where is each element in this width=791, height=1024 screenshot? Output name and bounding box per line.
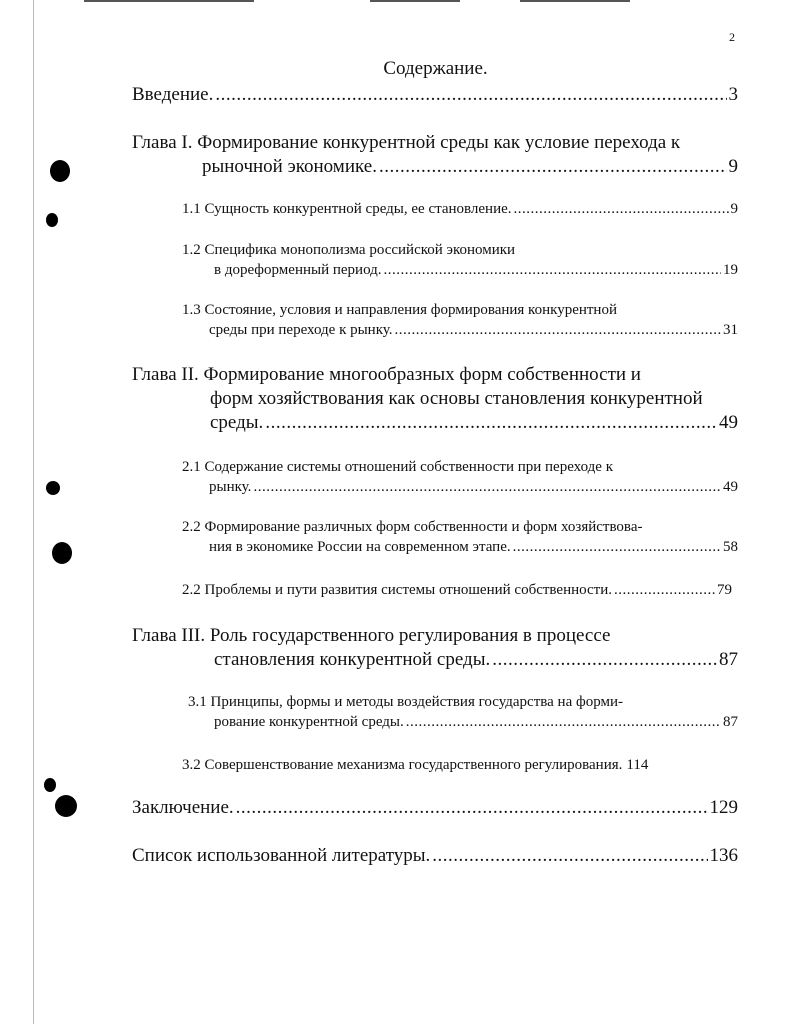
page-number: 2	[729, 30, 735, 44]
leader-dots	[432, 844, 707, 868]
toc-entry-section-3-2[interactable]	[182, 755, 734, 775]
toc-entry-section-2-2[interactable]	[182, 517, 738, 557]
toc-page-number: 49	[723, 479, 738, 495]
scan-edge-line	[520, 0, 630, 2]
toc-page-number: 3	[728, 84, 738, 105]
toc-entry-label: форм хозяйствования как основы становления конкурентной	[210, 388, 703, 409]
toc-entry-label: Глава II. Формирование многообразных форм собственности и	[132, 364, 641, 385]
leader-dots	[253, 477, 721, 497]
toc-entry-intro[interactable]	[132, 83, 738, 107]
leader-dots	[379, 155, 727, 179]
toc-entry-label: 2.2 Проблемы и пути развития системы отношений собственности.	[182, 582, 612, 598]
toc-page-number: 114	[626, 757, 649, 773]
toc-entry-chapter-3[interactable]	[132, 624, 738, 672]
toc-page-number: 136	[709, 845, 738, 866]
binder-hole-mark	[55, 795, 77, 817]
leader-dots	[492, 648, 717, 672]
toc-page-number: 19	[723, 262, 738, 278]
toc-entry-bibliography[interactable]	[132, 844, 738, 868]
toc-page-number: 129	[709, 797, 738, 818]
toc-entry-chapter-1[interactable]	[132, 131, 738, 179]
toc-page-number: 31	[723, 322, 738, 338]
leader-dots	[406, 712, 721, 732]
leader-dots	[215, 83, 726, 107]
toc-entry-label: Заключение.	[132, 797, 234, 818]
ink-blot-mark	[44, 778, 56, 792]
toc-entry-label: 2.2 Формирование различных форм собственности и форм хозяйствова-	[182, 519, 643, 535]
toc-entry-label: рыночной экономике.	[202, 156, 377, 177]
toc-page-number: 49	[719, 412, 738, 433]
toc-entry-section-1-1[interactable]	[182, 199, 738, 219]
toc-entry-label: 1.3 Состояние, условия и направления формирования конкурентной	[182, 302, 617, 318]
leader-dots	[384, 260, 721, 280]
toc-page-number: 9	[730, 201, 738, 217]
toc-entry-label: Список использованной литературы.	[132, 845, 431, 866]
leader-dots	[513, 537, 721, 557]
toc-entry-label: 3.2 Совершенствование механизма государственного регулирования.	[182, 757, 623, 773]
toc-entry-label: 3.1 Принципы, формы и методы воздействия государства на форми-	[188, 694, 623, 710]
binder-hole-mark	[50, 160, 70, 182]
toc-title: Содержание.	[383, 58, 488, 79]
toc-entry-label: 2.1 Содержание системы отношений собственности при переходе к	[182, 459, 613, 475]
toc-entry-label: среды.	[210, 412, 264, 433]
toc-entry-label: Глава III. Роль государственного регулирования в процессе	[132, 625, 611, 646]
leader-dots	[614, 580, 715, 600]
toc-entry-label: в дореформенный период.	[214, 262, 382, 278]
leader-dots	[514, 199, 729, 219]
toc-entry-label: ния в экономике России на современном этапе.	[209, 539, 511, 555]
toc-entry-label: 1.1 Сущность конкурентной среды, ее становление.	[182, 201, 512, 217]
toc-entry-conclusion[interactable]	[132, 796, 738, 820]
toc-entry-section-1-3[interactable]	[182, 300, 738, 340]
toc-entry-label: Глава I. Формирование конкурентной среды как условие перехода к	[132, 132, 681, 153]
toc-entry-label: среды при переходе к рынку.	[209, 322, 393, 338]
scan-edge-line	[370, 0, 460, 2]
toc-entry-label: Введение.	[132, 84, 214, 105]
toc-entry-label: становления конкурентной среды.	[214, 649, 491, 670]
leader-dots	[236, 796, 708, 820]
toc-page-number: 87	[719, 649, 738, 670]
scan-edge-line	[84, 0, 254, 2]
leader-dots	[395, 320, 721, 340]
scan-margin-line	[33, 0, 34, 1024]
toc-entry-label: рование конкурентной среды.	[214, 714, 404, 730]
toc-entry-label: рынку.	[209, 479, 252, 495]
toc-entry-section-1-2[interactable]	[182, 240, 738, 280]
toc-entry-section-2-3[interactable]	[182, 580, 732, 600]
toc-entry-section-2-1[interactable]	[182, 457, 738, 497]
toc-entry-section-3-1[interactable]	[188, 692, 738, 732]
toc-page-number: 87	[723, 714, 738, 730]
toc-page-number: 9	[728, 156, 738, 177]
toc-page-number: 58	[723, 539, 738, 555]
ink-blot-mark	[46, 481, 60, 495]
ink-blot-mark	[46, 213, 58, 227]
binder-hole-mark	[52, 542, 72, 564]
toc-page-number: 79	[717, 582, 732, 598]
toc-entry-chapter-2[interactable]	[132, 363, 738, 435]
toc-entry-label: 1.2 Специфика монополизма российской экономики	[182, 242, 516, 258]
leader-dots	[265, 411, 717, 435]
